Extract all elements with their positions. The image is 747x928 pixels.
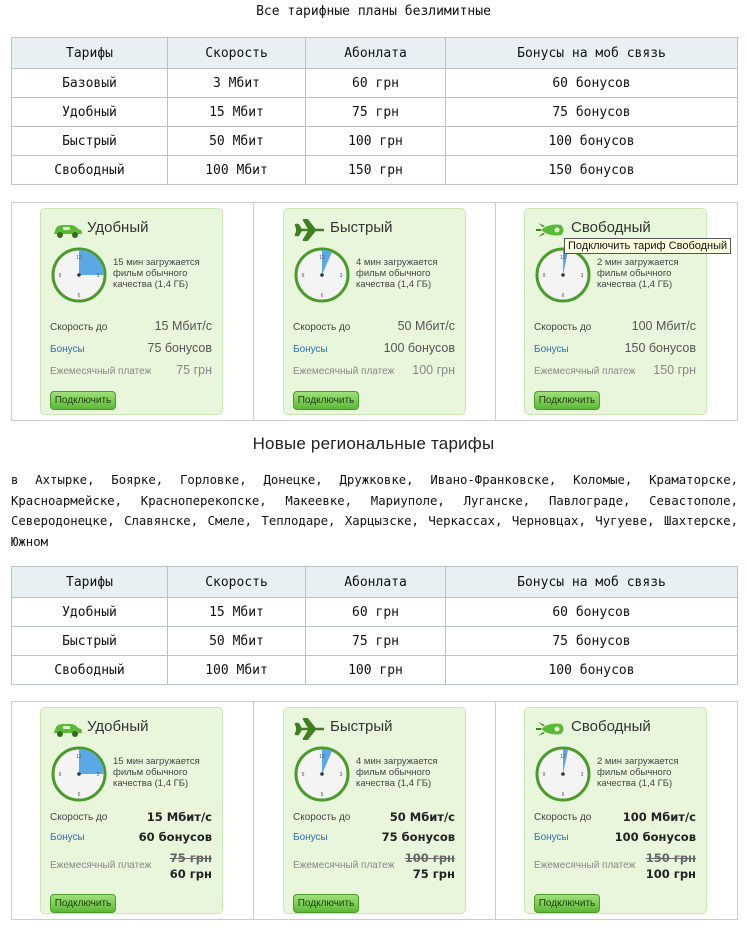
svg-text:6: 6	[77, 792, 81, 798]
svg-text:6: 6	[561, 792, 565, 798]
cell-speed: 50 Мбит	[168, 127, 306, 156]
cell-fee: 75 грн	[306, 627, 446, 656]
card-cell	[496, 203, 737, 420]
old-price: 150 грн	[645, 851, 696, 865]
plan-name: Удобный	[87, 219, 149, 236]
col-header-bonus: Бонусы на моб связь	[446, 38, 738, 69]
speed-label: Скорость до	[50, 322, 108, 333]
svg-text:9: 9	[58, 273, 62, 279]
speed-value: 15 Мбит/с	[146, 810, 212, 824]
col-header-bonus: Бонусы на моб связь	[446, 567, 738, 598]
bonus-link[interactable]: Бонусы	[293, 832, 328, 843]
speed-value: 50 Мбит/с	[397, 319, 455, 333]
plan-description: 4 мин загружается фильм обычного качества (1,4 ГБ)	[356, 257, 438, 290]
svg-text:9: 9	[542, 772, 546, 778]
bonus-link[interactable]: Бонусы	[50, 344, 85, 355]
plan-description: 15 мин загружается фильм обычного качества (1,4 ГБ)	[113, 257, 200, 290]
svg-text:3: 3	[580, 772, 584, 778]
tariff-cards-row-regional	[11, 701, 738, 920]
speed-label: Скорость до	[534, 812, 592, 823]
payment-label: Ежемесячный платеж	[534, 860, 636, 871]
svg-text:9: 9	[301, 772, 305, 778]
speed-label: Скорость до	[293, 812, 351, 823]
cell-tariff: Удобный	[12, 598, 168, 627]
cell-speed: 15 Мбит	[168, 598, 306, 627]
connect-button[interactable]: Подключить	[50, 391, 116, 410]
bonus-value: 150 бонусов	[624, 341, 696, 355]
cell-bonus: 100 бонусов	[446, 656, 738, 685]
plan-description: 2 мин загружается фильм обычного качества (1,4 ГБ)	[597, 257, 679, 290]
svg-text:12: 12	[560, 255, 566, 261]
table-row	[12, 627, 738, 656]
cell-fee: 150 грн	[306, 156, 446, 185]
payment-label: Ежемесячный платеж	[293, 366, 395, 377]
rocket-icon	[535, 219, 567, 241]
table-row	[12, 69, 738, 98]
car-icon	[51, 718, 83, 740]
speed-label: Скорость до	[50, 812, 108, 823]
cell-tariff: Удобный	[12, 98, 168, 127]
svg-text:3: 3	[580, 273, 584, 279]
payment-label: Ежемесячный платеж	[50, 860, 152, 871]
clock-icon	[294, 247, 350, 303]
table-header-row	[12, 567, 738, 598]
table-header-row	[12, 38, 738, 69]
cell-bonus: 75 бонусов	[446, 98, 738, 127]
clock-icon	[294, 746, 350, 802]
new-price: 60 грн	[169, 867, 212, 881]
unlimited-heading: Все тарифные планы безлимитные	[256, 4, 491, 19]
plan-description: 2 мин загружается фильм обычного качества (1,4 ГБ)	[597, 756, 679, 789]
card-cell	[254, 702, 496, 919]
cell-speed: 15 Мбит	[168, 98, 306, 127]
connect-button[interactable]: Подключить	[534, 391, 600, 410]
plan-name: Удобный	[87, 718, 149, 735]
svg-text:3: 3	[96, 772, 100, 778]
speed-value: 15 Мбит/с	[154, 319, 212, 333]
col-header-fee: Абонлата	[306, 567, 446, 598]
old-price: 100 грн	[404, 851, 455, 865]
tariff-card-udobny	[40, 208, 223, 415]
connect-button[interactable]: Подключить	[293, 391, 359, 410]
tooltip: Подключить тариф Свободный	[564, 238, 731, 254]
svg-text:9: 9	[58, 772, 62, 778]
bonus-value: 60 бонусов	[138, 830, 212, 844]
new-price: 100 грн	[645, 867, 696, 881]
airplane-icon	[294, 718, 326, 740]
connect-button[interactable]: Подключить	[293, 894, 359, 913]
svg-text:3: 3	[96, 273, 100, 279]
cell-fee: 100 грн	[306, 127, 446, 156]
clock-icon	[51, 746, 107, 802]
speed-label: Скорость до	[293, 322, 351, 333]
clock-icon	[535, 746, 591, 802]
svg-text:3: 3	[339, 772, 343, 778]
cell-fee: 75 грн	[306, 98, 446, 127]
table-row	[12, 98, 738, 127]
col-header-speed: Скорость	[168, 38, 306, 69]
cell-speed: 50 Мбит	[168, 627, 306, 656]
bonus-value: 75 бонусов	[147, 341, 212, 355]
cell-bonus: 60 бонусов	[446, 598, 738, 627]
tariff-card-bystry	[283, 208, 466, 415]
price-value: 75 грн	[176, 363, 212, 377]
connect-button[interactable]: Подключить	[50, 894, 116, 913]
table-row	[12, 656, 738, 685]
cell-tariff: Базовый	[12, 69, 168, 98]
svg-text:3: 3	[339, 273, 343, 279]
col-header-fee: Абонлата	[306, 38, 446, 69]
svg-text:12: 12	[560, 754, 566, 760]
clock-icon	[535, 247, 591, 303]
plan-description: 4 мин загружается фильм обычного качества (1,4 ГБ)	[356, 756, 438, 789]
cell-speed: 100 Мбит	[168, 656, 306, 685]
svg-text:6: 6	[561, 293, 565, 299]
cell-tariff: Быстрый	[12, 627, 168, 656]
svg-text:6: 6	[320, 293, 324, 299]
svg-text:12: 12	[319, 255, 325, 261]
cell-tariff: Свободный	[12, 656, 168, 685]
bonus-value: 100 бонусов	[614, 830, 696, 844]
col-header-tariffs: Тарифы	[12, 567, 168, 598]
table-row	[12, 598, 738, 627]
svg-text:12: 12	[76, 255, 82, 261]
cell-bonus: 60 бонусов	[446, 69, 738, 98]
airplane-icon	[294, 219, 326, 241]
bonus-value: 100 бонусов	[383, 341, 455, 355]
bonus-link[interactable]: Бонусы	[534, 832, 569, 843]
clock-icon	[51, 247, 107, 303]
tariff-cards-row-main	[11, 202, 738, 421]
plan-name: Быстрый	[330, 219, 393, 236]
cell-speed: 100 Мбит	[168, 156, 306, 185]
old-price: 75 грн	[169, 851, 212, 865]
table-row	[12, 156, 738, 185]
cell-tariff: Быстрый	[12, 127, 168, 156]
bonus-link[interactable]: Бонусы	[293, 344, 328, 355]
rocket-icon	[535, 718, 567, 740]
tariff-table-regional	[11, 566, 738, 685]
cell-bonus: 75 бонусов	[446, 627, 738, 656]
payment-label: Ежемесячный платеж	[534, 366, 636, 377]
table-row	[12, 127, 738, 156]
svg-text:9: 9	[301, 273, 305, 279]
plan-name: Быстрый	[330, 718, 393, 735]
card-cell	[12, 702, 254, 919]
tariff-card-svobodny	[524, 707, 707, 914]
connect-button[interactable]: Подключить	[534, 894, 600, 913]
payment-label: Ежемесячный платеж	[50, 366, 152, 377]
tariff-table-main	[11, 37, 738, 185]
speed-value: 100 Мбит/с	[631, 319, 696, 333]
tariff-card-udobny	[40, 707, 223, 914]
cell-bonus: 150 бонусов	[446, 156, 738, 185]
speed-label: Скорость до	[534, 322, 592, 333]
plan-description: 15 мин загружается фильм обычного качества (1,4 ГБ)	[113, 756, 200, 789]
bonus-link[interactable]: Бонусы	[50, 832, 85, 843]
svg-text:12: 12	[76, 754, 82, 760]
cell-fee: 100 грн	[306, 656, 446, 685]
card-cell	[12, 203, 254, 420]
regional-heading: Новые региональные тарифы	[252, 434, 495, 453]
col-header-speed: Скорость	[168, 567, 306, 598]
cell-bonus: 100 бонусов	[446, 127, 738, 156]
cell-fee: 60 грн	[306, 69, 446, 98]
svg-text:6: 6	[320, 792, 324, 798]
plan-name: Свободный	[571, 718, 651, 735]
svg-text:12: 12	[319, 754, 325, 760]
card-cell	[254, 203, 496, 420]
cell-speed: 3 Мбит	[168, 69, 306, 98]
price-value: 150 грн	[653, 363, 696, 377]
car-icon	[51, 219, 83, 241]
new-price: 75 грн	[412, 867, 455, 881]
card-cell	[496, 702, 737, 919]
bonus-link[interactable]: Бонусы	[534, 344, 569, 355]
bonus-value: 75 бонусов	[381, 830, 455, 844]
cell-fee: 60 грн	[306, 598, 446, 627]
payment-label: Ежемесячный платеж	[293, 860, 395, 871]
cell-tariff: Свободный	[12, 156, 168, 185]
speed-value: 50 Мбит/с	[389, 810, 455, 824]
plan-name: Свободный	[571, 219, 651, 236]
speed-value: 100 Мбит/с	[622, 810, 696, 824]
svg-text:9: 9	[542, 273, 546, 279]
svg-text:6: 6	[77, 293, 81, 299]
col-header-tariffs: Тарифы	[12, 38, 168, 69]
price-value: 100 грн	[412, 363, 455, 377]
tariff-card-bystry	[283, 707, 466, 914]
cities-list: в Ахтырке, Боярке, Горловке, Донецке, Дружковке, Ивано-Франковске, Коломые, Краматорске, Красноармейске, Красноперекопске, Макеевке, Мариуполе, Луганске, Павлограде, Севастополе, Северодонецке, Славянске, Смеле, Теплодаре, Харцызске, Черкассах, Черновцах, Чугуеве, Шахтерске, Южном	[11, 473, 738, 549]
